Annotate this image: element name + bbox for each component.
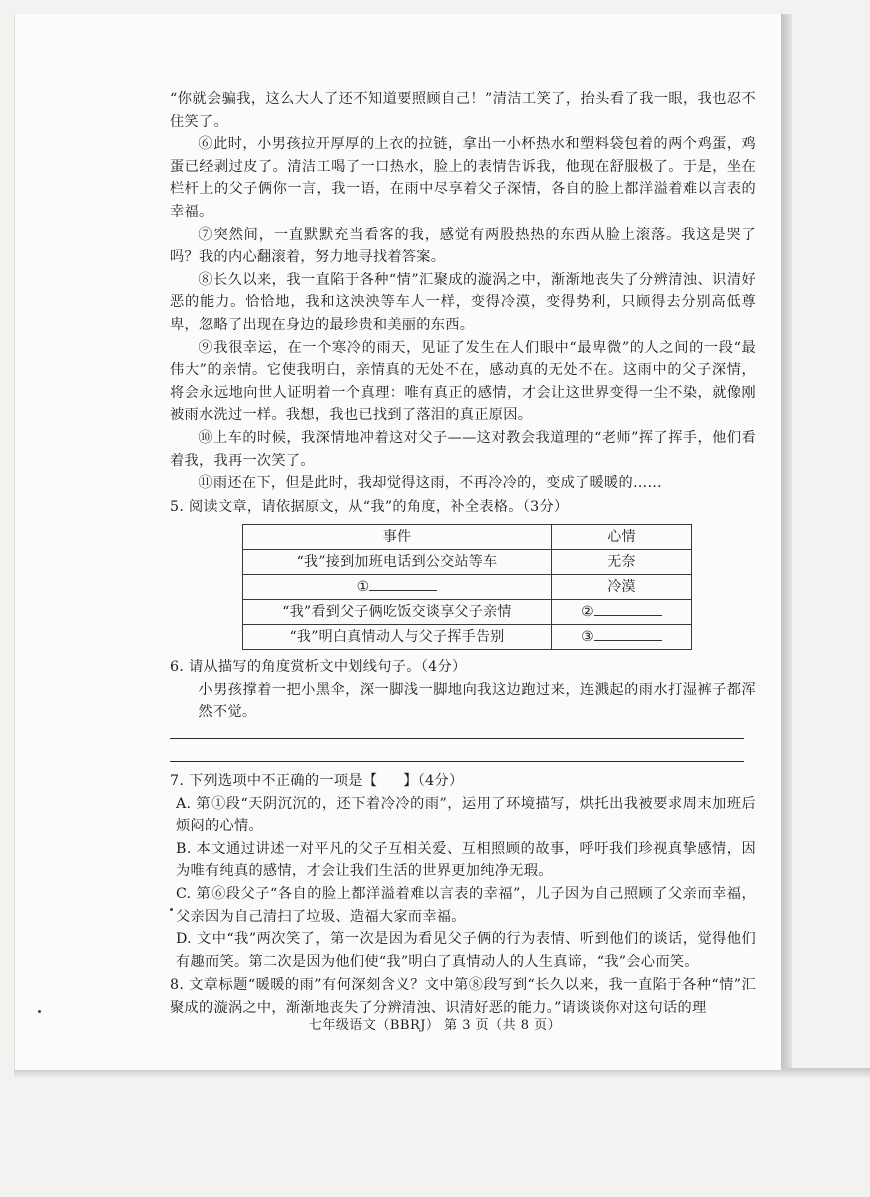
table-header-row bbox=[243, 525, 692, 550]
answer-blank-2[interactable] bbox=[594, 601, 662, 616]
question-5-table bbox=[242, 524, 692, 650]
table-header-mood: 心情 bbox=[552, 525, 692, 550]
story-paragraph-6: ⑥此时，小男孩拉开厚厚的上衣的拉链，拿出一小杯热水和塑料袋包着的两个鸡蛋，鸡蛋已经剥过皮了。清洁工喝了一口热水，脸上的表情告诉我，他现在舒服极了。于是，坐在栏杆上的父子俩你一言，我一语，在雨中尽享着父子深情，各自的脸上都洋溢着难以言表的幸福。 bbox=[170, 136, 756, 220]
question-6-quote: 小男孩撑着一把小黑伞，深一脚浅一脚地向我这边跑过来，连溅起的雨水打湿裤子都浑然不觉。 bbox=[198, 681, 756, 721]
option-b: B. 本文通过讲述一对平凡的父子互相关爱、互相照顾的故事，呼吁我们珍视真挚感情，因为唯有纯真的感情，才会让我们生活的世界更加纯净无瑕。 bbox=[176, 840, 756, 880]
table-row bbox=[243, 600, 692, 625]
answer-blank-3[interactable] bbox=[594, 626, 662, 641]
scan-speck bbox=[38, 1010, 41, 1013]
table-row bbox=[243, 625, 692, 650]
page-content bbox=[170, 88, 756, 1020]
option-c: C. 第⑥段父子“各自的脸上都洋溢着难以言表的幸福”，儿子因为自己照顾了父亲而幸福，父亲因为自己清扫了垃圾、造福大家而幸福。 bbox=[176, 886, 756, 925]
story-paragraph-10: ⑩上车的时候，我深情地冲着这对父子——这对教会我道理的“老师”挥了挥手，他们看着我，我再一次笑了。 bbox=[170, 429, 756, 469]
table-row bbox=[243, 575, 692, 600]
table-row bbox=[243, 550, 692, 575]
blank-marker: ③ bbox=[581, 628, 594, 645]
table-cell-mood: 无奈 bbox=[552, 550, 692, 575]
page-footer: 七年级语文（BBRJ） 第 3 页（共 8 页） bbox=[308, 1018, 562, 1033]
table-cell-mood: 冷漠 bbox=[552, 575, 692, 600]
story-paragraph-8: ⑧长久以来，我一直陷于各种“情”汇聚成的漩涡之中，渐渐地丧失了分辨清浊、识清好恶的能力。恰恰地，我和这泱泱等车人一样，变得冷漠，变得势利，只顾得去分别高低尊卑，忽略了出现在身边的最珍贵和美丽的东西。 bbox=[170, 271, 756, 333]
question-6-prompt: 6. 请从描写的角度赏析文中划线句子。（4分） bbox=[170, 659, 467, 676]
table-cell-event bbox=[243, 575, 552, 600]
story-paragraph-7: ⑦突然间，一直默默充当看客的我，感觉有两股热热的东西从脸上滚落。我这是哭了吗？我的内心翻滚着，努力地寻找着答案。 bbox=[170, 226, 756, 266]
table-header-event: 事件 bbox=[243, 525, 552, 550]
question-8-prompt: 8. 文章标题“暖暖的雨”有何深刻含义？文中第⑧段写到“长久以来，我一直陷于各种“情”汇聚成的漩涡之中，渐渐地丧失了分辨清浊、识清好恶的能力。”请谈谈你对这句话的理 bbox=[170, 977, 756, 1016]
table-cell-event: “我”明白真情动人与父子挥手告别 bbox=[243, 625, 552, 650]
table-cell-mood bbox=[552, 600, 692, 625]
question-7-prompt-start: 7. 下列选项中不正确的一项是【 bbox=[170, 773, 378, 790]
option-d: D. 文中“我”两次笑了，第一次是因为看见父子俩的行为表情、听到他们的谈话，觉得他们有趣而笑。第二次是因为他们使“我”明白了真情动人的人生真谛，“我”会心而笑。 bbox=[176, 931, 756, 970]
story-paragraph-11: ⑪雨还在下，但是此时，我却觉得这雨，不再冷冷的，变成了暖暖的…… bbox=[198, 475, 662, 492]
table-cell-event: “我”接到加班电话到公交站等车 bbox=[243, 550, 552, 575]
answer-blank-1[interactable] bbox=[369, 576, 437, 591]
question-5-prompt: 5. 阅读文章，请依据原文，从“我”的角度，补全表格。（3分） bbox=[170, 498, 569, 515]
answer-line[interactable] bbox=[170, 738, 744, 739]
story-paragraph: “你就会骗我，这么大人了还不知道要照顾自己！”清洁工笑了，抬头看了我一眼，我也忍不住笑了。 bbox=[170, 91, 756, 130]
blank-marker: ① bbox=[356, 578, 370, 595]
blank-marker: ② bbox=[581, 603, 594, 620]
answer-line[interactable] bbox=[170, 761, 744, 762]
story-paragraph-9: ⑨我很幸运，在一个寒冷的雨天，见证了发生在人们眼中“最卑微”的人之间的一段“最伟大”的亲情。它使我明白，亲情真的无处不在，感动真的无处不在。这雨中的父子深情，将会永远地向世人证明着一个真理：唯有真正的感情，才会让这世界变得一尘不染，就像刚被雨水洗过一样。我想，我也已找到了落泪的真正原因。 bbox=[170, 339, 756, 424]
option-a: A. 第①段“天阴沉沉的，还下着冷冷的雨”，运用了环境描写，烘托出我被要求周末加班后烦闷的心情。 bbox=[176, 795, 756, 835]
table-cell-event: “我”看到父子俩吃饭交谈享父子亲情 bbox=[243, 600, 552, 625]
question-7-prompt-end: 】（4分） bbox=[403, 773, 464, 790]
table-cell-mood bbox=[552, 625, 692, 650]
question-7-prompt bbox=[170, 770, 756, 793]
